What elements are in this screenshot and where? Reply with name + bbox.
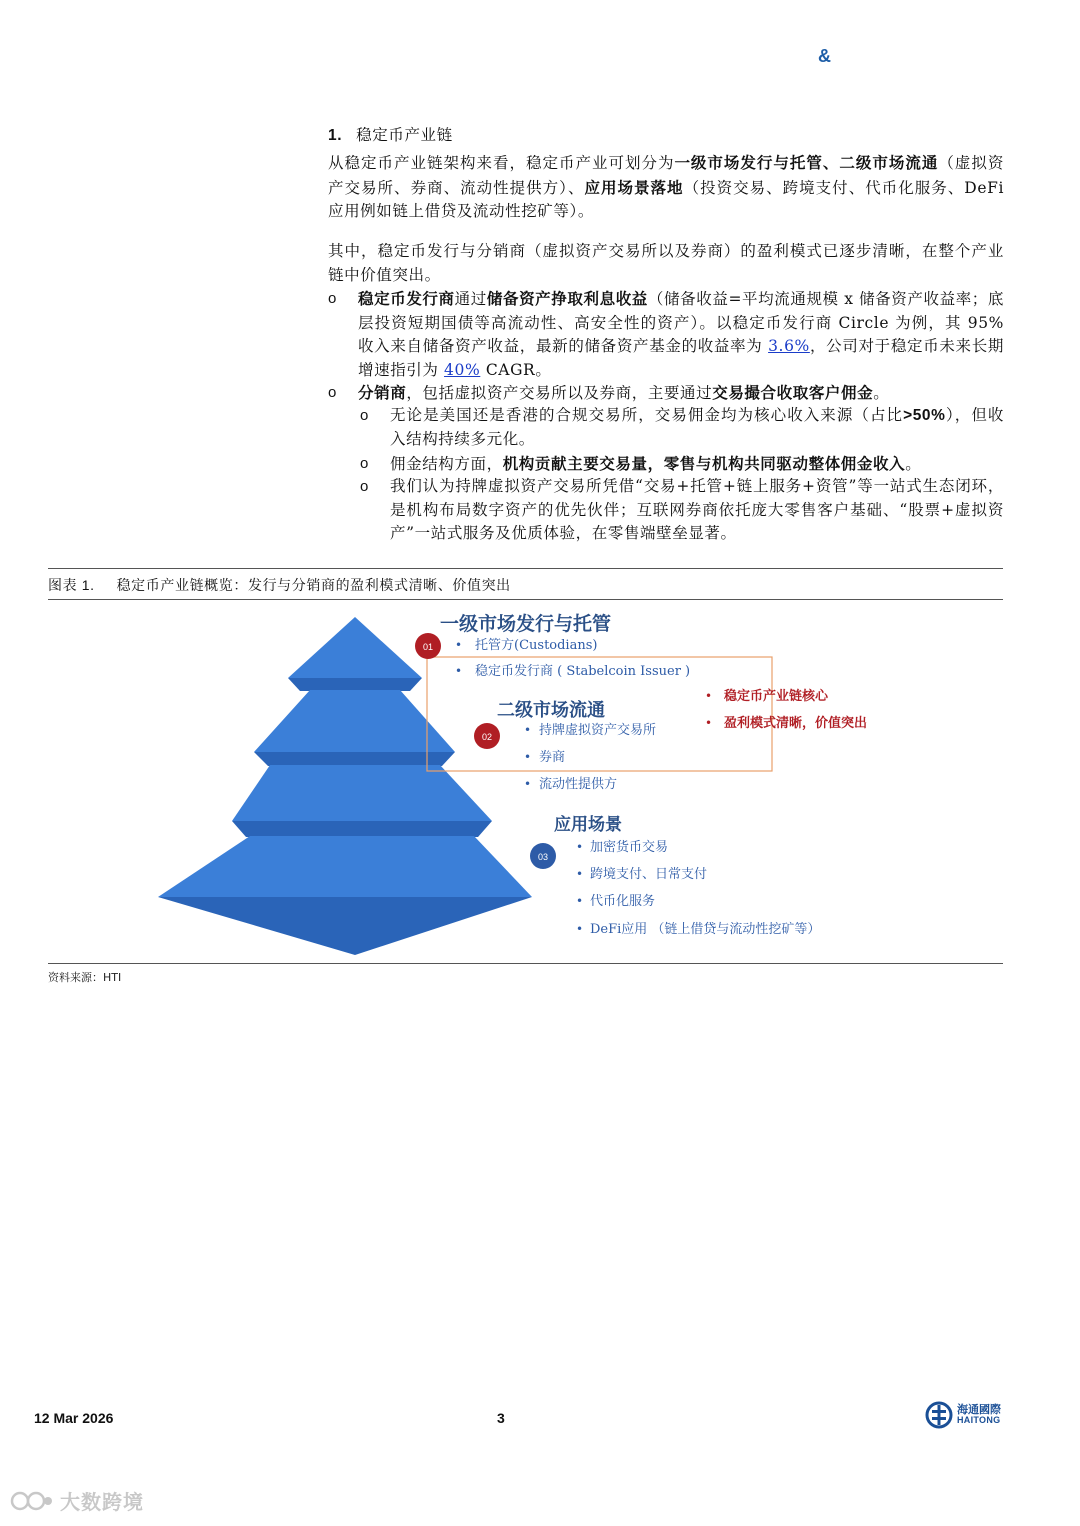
- figure-caption-rule: [48, 599, 1003, 600]
- sub2-text-2: 。: [905, 455, 922, 473]
- key-point-1: 稳定币产业链核心: [724, 689, 829, 704]
- figure-label: 图表 1.: [48, 577, 95, 593]
- watermark: [10, 1486, 144, 1515]
- para1-bold-1: 一级市场发行与托管、二级市场流通: [674, 153, 939, 172]
- section-number: 1.: [328, 127, 343, 144]
- sub-bullet-2: [360, 452, 1004, 477]
- bullet-issuer-text: [358, 287, 1004, 382]
- watermark-icon: [10, 1489, 54, 1513]
- issuer-text-3: ，公司对于稳定币未来长期增速指引为: [358, 337, 1005, 379]
- distributor-text-1: ，包括虚拟资产交易所以及券商，主要通过: [406, 384, 713, 402]
- bullet-marker: o: [328, 384, 337, 401]
- sub1-text-1: 无论是美国还是香港的合规交易所，交易佣金均为核心收入来源（占比: [390, 406, 904, 424]
- key-point-bullet: •: [705, 689, 713, 703]
- para1-bold-2: 应用场景落地: [584, 177, 684, 197]
- tier-1-item-1: 托管方(Custodians): [475, 638, 598, 653]
- bullet-issuer: [328, 287, 1004, 382]
- logo-chinese-name: 海通國際: [957, 1403, 1001, 1416]
- pyramid-base: [158, 897, 532, 955]
- haitong-logo-icon: [925, 1401, 953, 1429]
- tier-2-item-1: 持牌虚拟资产交易所: [539, 723, 657, 738]
- watermark-text: 大数跨境: [60, 1490, 144, 1514]
- tier-2-bullet: •: [524, 723, 532, 737]
- tier-2-bullet: •: [524, 777, 532, 791]
- distributor-label: 分销商: [358, 383, 407, 402]
- sub1-text-2: ），但收入结构持续多元化。: [390, 406, 1004, 448]
- issuer-bold: 储备资产挣取利息收益: [486, 289, 648, 308]
- sub1-bold: >50%: [903, 407, 946, 424]
- bullet-distributor-text: [358, 381, 889, 406]
- tier-2-item-3: 流动性提供方: [539, 777, 618, 792]
- tier-2-badge-number: 02: [481, 732, 493, 742]
- tier-1-bullet: •: [455, 664, 463, 678]
- tier-3-bullet: •: [576, 840, 584, 854]
- paragraph-2: 其中，稳定币发行与分销商（虚拟资产交易所以及券商）的盈利模式已逐步清晰，在整个产业链中价值突出。: [328, 242, 1004, 284]
- pyramid-tier-1: [288, 617, 422, 678]
- sub-bullet-3-text: 我们认为持牌虚拟资产交易所凭借“交易+托管+链上服务+资管”等一站式生态闭环，是机构布局数字资产的优先伙伴；互联网券商依托庞大零售客户基础、“股票+虚拟资产”一站式服务及优质体验，在零售端壁垒显著。: [390, 477, 1004, 542]
- tier-3-heading: 应用场景: [554, 815, 622, 835]
- pyramid-tier-3: [232, 765, 492, 821]
- issuer-text-4: CAGR。: [480, 360, 552, 379]
- sub-bullet-1-text: [390, 404, 1004, 451]
- tier-2-item-2: 券商: [539, 750, 566, 765]
- tier-3-bullet: •: [576, 922, 584, 936]
- sub-bullet-3: [360, 475, 1004, 546]
- tier-1-heading: 一级市场发行与托管: [440, 613, 612, 635]
- key-point-bullet: •: [705, 716, 713, 730]
- distributor-bold: 交易撮合收取客户佣金: [712, 383, 874, 402]
- tier-3-item-4: DeFi应用 （链上借贷与流动性挖矿等）: [590, 922, 821, 937]
- sub-bullet-marker: o: [360, 478, 369, 495]
- pyramid-tier-2-edge: [254, 752, 455, 766]
- tier-3-item-3: 代币化服务: [590, 894, 656, 909]
- key-point-2: 盈利模式清晰，价值突出: [724, 716, 868, 731]
- figure-caption: [48, 575, 511, 595]
- sub-bullet-marker: o: [360, 407, 369, 424]
- para1-text-2: （虚拟资产交易所、券商、流动性提供方）、: [328, 154, 1004, 197]
- figure-bottom-rule: [48, 963, 1003, 964]
- header-ampersand: &: [818, 46, 831, 66]
- tier-2-heading: 二级市场流通: [497, 700, 605, 721]
- page-number: 3: [497, 1410, 505, 1426]
- distributor-text-2: 。: [873, 384, 890, 402]
- issuer-text-1: 通过: [454, 290, 487, 308]
- tier-2-bullet: •: [524, 750, 532, 764]
- source-note: 资料来源：HTI: [48, 971, 122, 984]
- figure-top-rule: [48, 568, 1003, 569]
- sub-bullet-2-text: [390, 452, 921, 477]
- cagr-link[interactable]: 40%: [444, 360, 481, 379]
- tier-1-item-2: 稳定币发行商 ( Stabelcoin Issuer ): [475, 664, 691, 679]
- stablecoin-pyramid-diagram: [150, 603, 910, 959]
- yield-link[interactable]: 3.6%: [768, 337, 810, 355]
- sub-bullet-1: [360, 404, 1004, 451]
- issuer-text-2: （储备收益=平均流通规模 x 储备资产收益率；底层投资短期国债等高流动性、高安全性的资产）。以稳定币发行商 Circle 为例，其 95% 收入来自储备资产收益，最新的储备资产基金的收益率为: [358, 290, 1005, 355]
- tier-3-badge-number: 03: [537, 852, 549, 862]
- tier-3-item-1: 加密货币交易: [590, 840, 669, 855]
- tier-1-badge-number: 01: [422, 642, 434, 652]
- tier-3-bullet: •: [576, 894, 584, 908]
- bullet-distributor: [328, 381, 1004, 406]
- section-title: [328, 124, 453, 148]
- bullet-marker: o: [328, 290, 337, 307]
- sub2-text-1: 佣金结构方面，: [390, 455, 503, 473]
- sub2-bold: 机构贡献主要交易量，零售与机构共同驱动整体佣金收入: [502, 454, 906, 473]
- tier-3-bullet: •: [576, 867, 584, 881]
- pyramid-tier-1-edge: [288, 678, 422, 691]
- figure-caption-text: 稳定币产业链概览：发行与分销商的盈利模式清晰、价值突出: [116, 578, 511, 594]
- pyramid-tier-2: [254, 690, 455, 752]
- pyramid-tier-4: [158, 836, 532, 897]
- logo-english-name: HAITONG: [957, 1415, 1001, 1425]
- pyramid-tier-3-edge: [232, 821, 492, 837]
- tier-1-bullet: •: [455, 638, 463, 652]
- para1-text-1: 从稳定币产业链架构来看，稳定币产业可划分为: [328, 154, 675, 172]
- sub-bullet-marker: o: [360, 455, 369, 472]
- issuer-label: 稳定币发行商: [358, 289, 455, 308]
- paragraph-1: [328, 151, 1004, 224]
- tier-3-item-2: 跨境支付、日常支付: [590, 867, 708, 882]
- para1-text-3: （投资交易、跨境支付、代币化服务、DeFi 应用例如链上借贷及流动性挖矿等）。: [328, 178, 1004, 220]
- section-title-text: 稳定币产业链: [356, 126, 453, 144]
- footer-date: 12 Mar 2026: [34, 1410, 114, 1426]
- haitong-logo: [925, 1401, 1001, 1429]
